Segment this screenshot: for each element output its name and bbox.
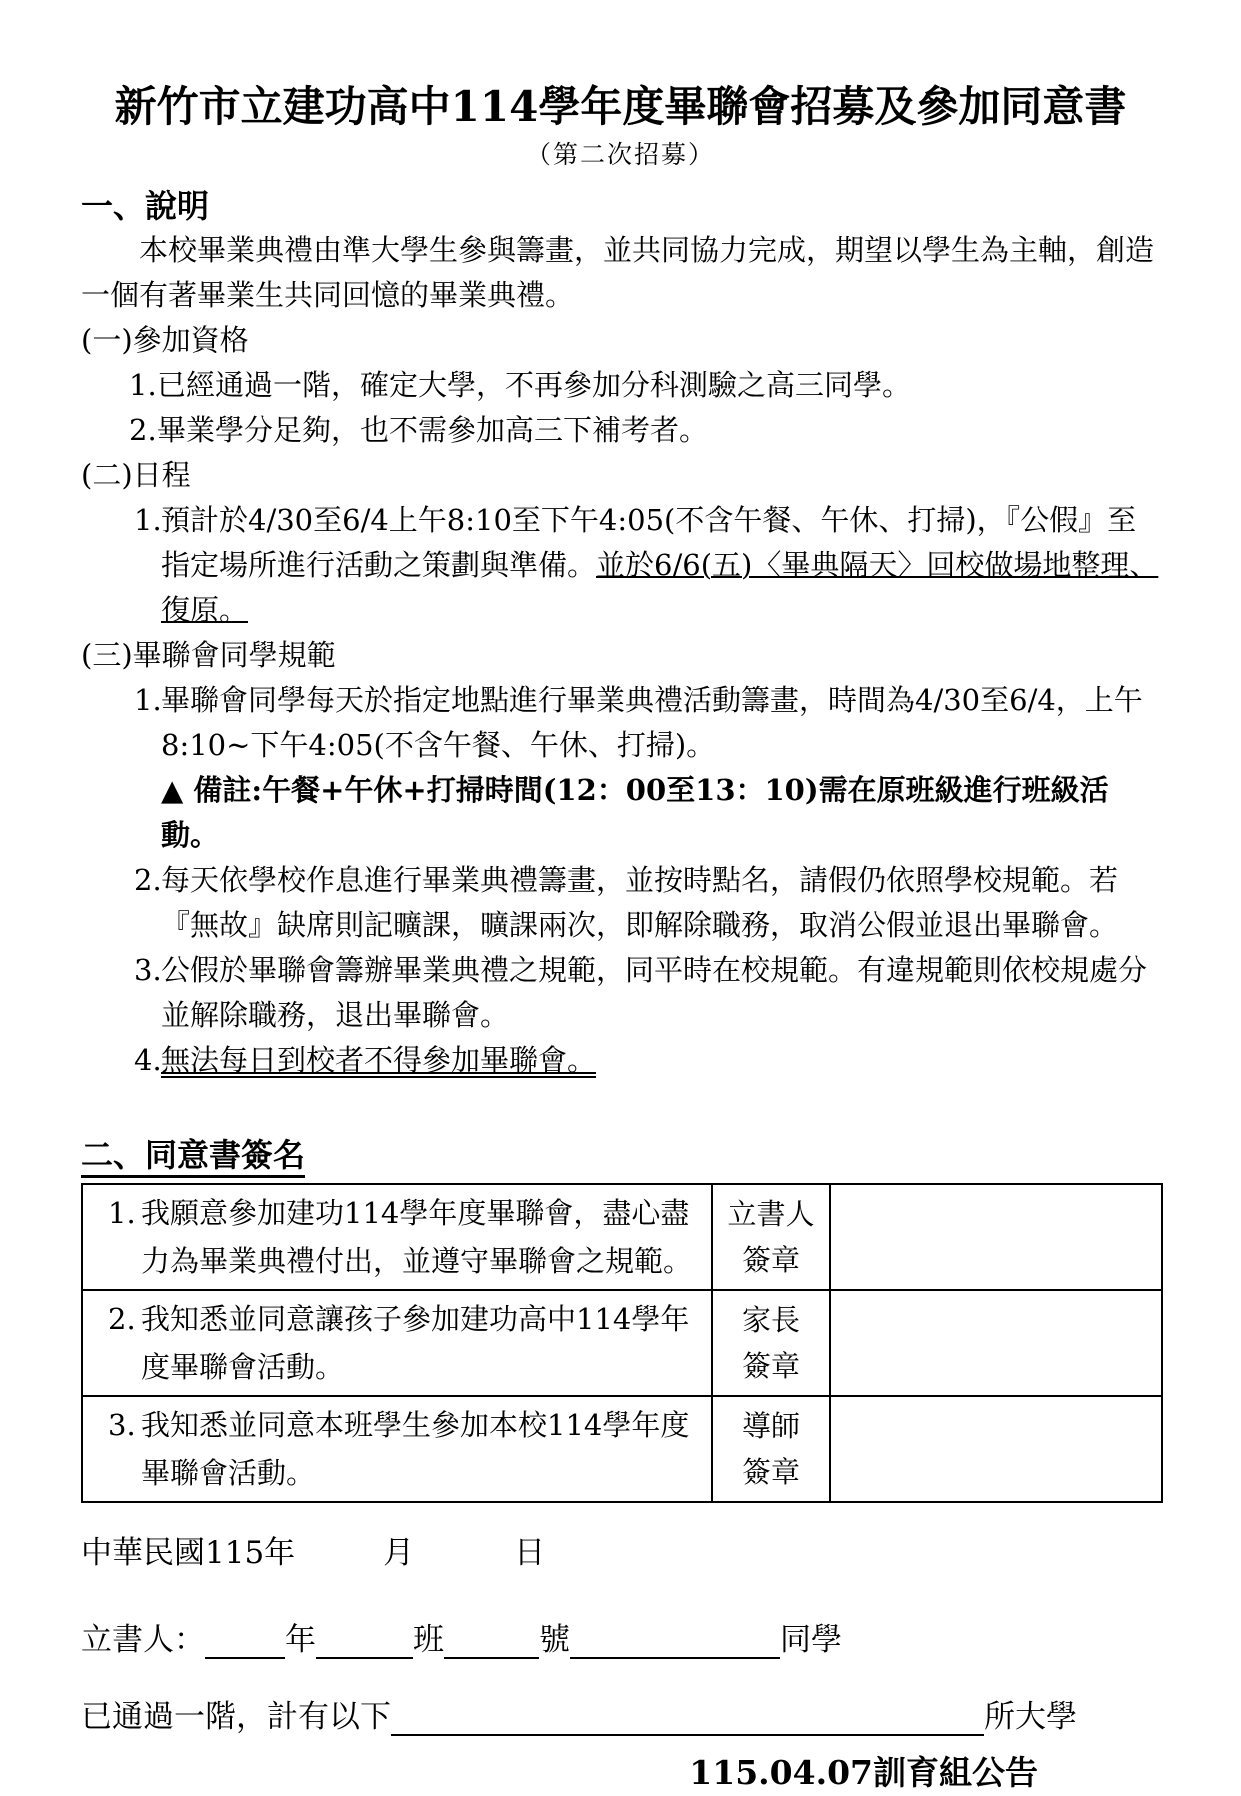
year-blank-field [205,1623,285,1659]
item-text: 已經通過一階，確定大學，不再參加分科測驗之高三同學。 [157,368,912,402]
rules-heading: (三)畢聯會同學規範 [81,638,336,672]
signature-area [830,1396,1162,1502]
signer-role: 導師 [741,1409,800,1443]
number-suffix: 號 [539,1622,570,1658]
statement-text: 我知悉並同意讓孩子參加建功高中114學年度畢聯會活動。 [141,1302,690,1384]
statement-text: 我願意參加建功114學年度畢聯會，盡心盡力為畢業典禮付出，並遵守畢聯會之規範。 [141,1196,693,1278]
statement-cell [82,1290,712,1396]
rules-item-3 [81,948,1160,1038]
signer-stamp-label: 簽章 [741,1243,800,1277]
signer-line [81,1614,1160,1659]
signer-role: 家長 [741,1303,800,1337]
signer-label-cell [712,1290,830,1396]
signer-label-cell [712,1184,830,1290]
rules-note: ▲ 備註:午餐+午休+打掃時間(12：00至13：10)需在原班級進行班級活動。 [161,773,1109,852]
number-blank-field [444,1623,539,1659]
item-number: 3. [134,953,162,987]
rules-item-2 [81,858,1160,948]
signature-area [830,1184,1162,1290]
item-number: 2. [134,863,162,897]
signer-role: 立書人 [727,1197,815,1231]
passed-universities-line [81,1691,1160,1736]
qualification-item-1 [129,363,1160,408]
item-number: 1. [134,503,162,537]
document-subtitle: （第二次招募） [525,140,715,169]
name-blank-field [570,1623,780,1659]
signature-table [81,1183,1163,1503]
item-number: 4. [134,1043,162,1077]
intro-paragraph: 本校畢業典禮由準大學生參與籌畫，並共同協力完成，期望以學生為主軸，創造一個有著畢業生共同回憶的畢業典禮。 [81,233,1155,312]
item-text: 公假於畢聯會籌辦畢業典禮之規範，同平時在校規範。有違規範則依校規處分並解除職務，退出畢聯會。 [161,953,1148,1032]
section-signature-heading-text: 二、同意書簽名 [81,1136,305,1178]
rules-item-4 [81,1038,1160,1083]
statement-text: 我知悉並同意本班學生參加本校114學年度畢聯會活動。 [141,1408,690,1490]
statement-cell [82,1396,712,1502]
signature-area [830,1290,1162,1396]
qualification-item-2 [129,408,1160,453]
year-suffix: 年 [285,1622,316,1658]
month-label: 月 [383,1535,415,1571]
class-suffix: 班 [413,1622,444,1658]
schedule-item-1 [81,498,1160,633]
student-suffix: 同學 [780,1622,842,1658]
item-text: 畢聯會同學每天於指定地點進行畢業典禮活動籌畫，時間為4/30至6/4，上午8:10~下午4:05(不含午餐、午休、打掃)。 [161,683,1143,762]
statement-number: 2. [108,1302,136,1336]
section-signature-heading [81,1133,1160,1177]
signer-label-cell [712,1396,830,1502]
day-label: 日 [514,1535,546,1571]
item-text: 每天依學校作息進行畢業典禮籌畫，並按時點名，請假仍依照學校規範。若『無故』缺席則記曠課，曠課兩次，即解除職務，取消公假並退出畢聯會。 [161,863,1119,942]
item-text: 畢業學分足夠，也不需參加高三下補考者。 [157,413,709,447]
item-number: 2. [129,413,157,447]
rules-item-4-underlined-text: 無法每日到校者不得參加畢聯會。 [161,1043,597,1077]
date-prefix: 中華民國115年 [81,1535,296,1571]
schedule-underlined-text: 並於6/6(五)〈畢典隔天〉回校做場地整理、復原。 [161,548,1159,627]
table-row-1 [82,1184,1162,1290]
item-number: 1. [129,368,157,402]
schedule-heading: (二)日程 [81,458,191,492]
qualification-heading: (一)參加資格 [81,323,249,357]
rules-item-1 [81,678,1160,768]
section-explanation-heading: 一、說明 [81,187,210,225]
statement-number: 1. [108,1196,136,1230]
table-row-3 [82,1396,1162,1502]
signer-label: 立書人： [81,1622,205,1658]
signer-stamp-label: 簽章 [741,1349,800,1383]
table-row-2 [82,1290,1162,1396]
passed-suffix: 所大學 [984,1699,1077,1735]
item-number: 1. [134,683,162,717]
item-text: 預計於4/30至6/4上午8:10至下午4:05(不含午餐、午休、打掃)，『公假』至指定場所進行活動之策劃與準備。 [161,503,1137,582]
class-blank-field [316,1623,413,1659]
document-title: 新竹市立建功高中114學年度畢聯會招募及參加同意書 [114,82,1127,131]
passed-prefix: 已通過一階，計有以下 [81,1699,391,1735]
statement-cell [82,1184,712,1290]
date-line [81,1527,1160,1572]
universities-blank-field [391,1700,984,1736]
statement-number: 3. [108,1408,136,1442]
signer-stamp-label: 簽章 [741,1455,800,1489]
announcement-text: 115.04.07訓育組公告 [689,1753,1038,1792]
